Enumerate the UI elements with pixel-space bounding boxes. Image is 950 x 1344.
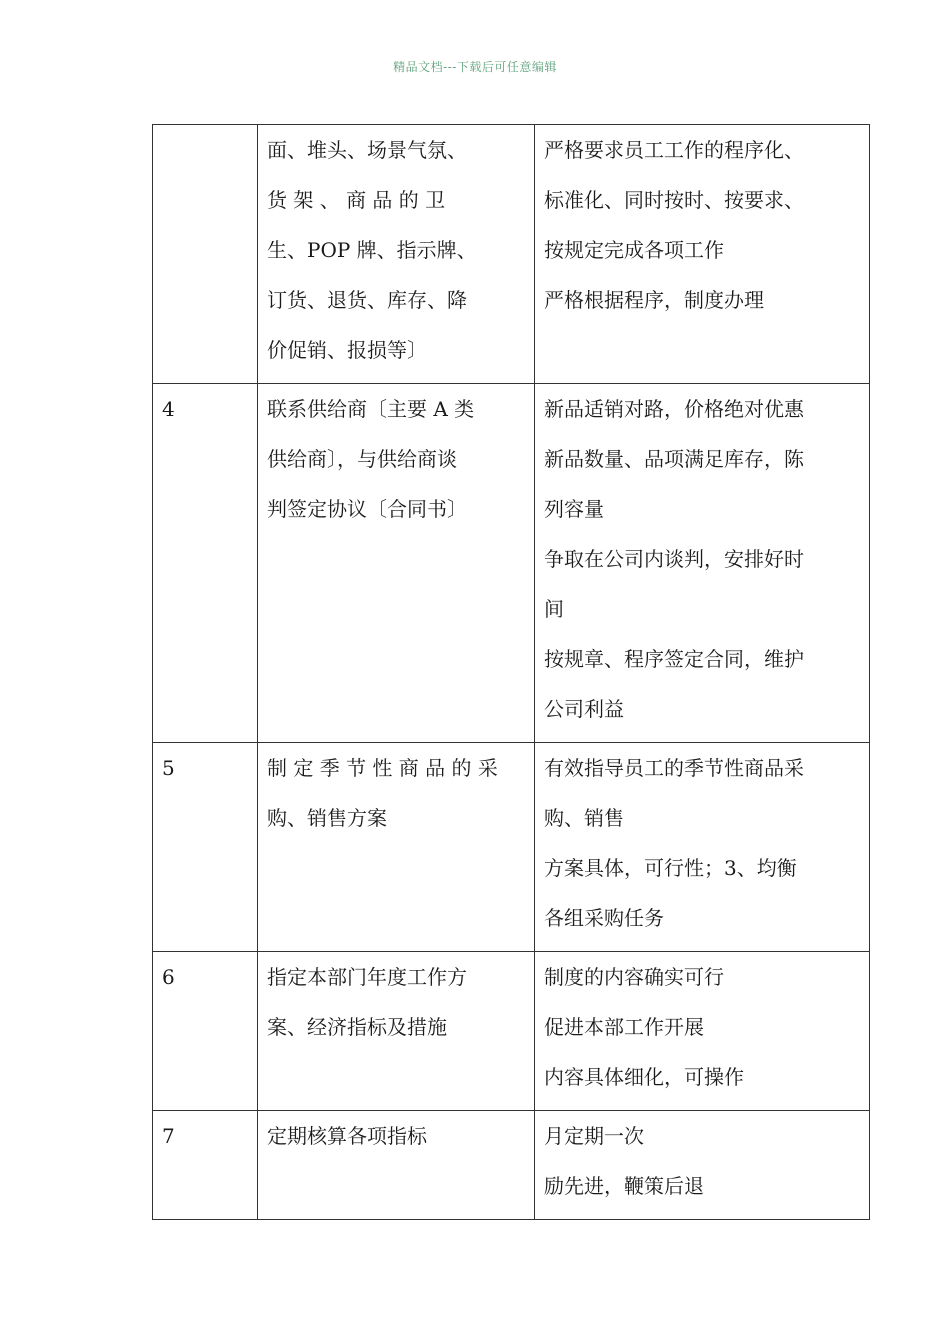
standard-cell (535, 125, 870, 384)
row-number-cell (153, 1111, 258, 1220)
standard-line: 促进本部工作开展 (544, 1015, 704, 1039)
row-number-cell (153, 125, 258, 384)
standard-cell (535, 384, 870, 743)
task-cell (258, 952, 535, 1111)
task-line: 制 定 季 节 性 商 品 的 采 (267, 756, 498, 780)
task-line: 价促销、报损等〕 (267, 338, 427, 362)
standard-line: 有效指导员工的季节性商品采 (544, 756, 804, 780)
standard-line: 争取在公司内谈判，安排好时 (544, 547, 804, 571)
standard-line: 间 (544, 597, 564, 621)
standard-line: 标准化、同时按时、按要求、 (544, 188, 804, 212)
task-cell (258, 384, 535, 743)
standard-cell (535, 952, 870, 1111)
responsibility-table (152, 124, 870, 1220)
standard-line: 购、销售 (544, 806, 624, 830)
standard-line: 按规定完成各项工作 (544, 238, 724, 262)
task-cell (258, 125, 535, 384)
task-line: 案、经济指标及措施 (267, 1015, 447, 1039)
standard-line: 内容具体细化，可操作 (544, 1065, 744, 1089)
table-row (153, 1111, 870, 1220)
standard-line: 严格根据程序，制度办理 (544, 288, 764, 312)
row-number: 4 (162, 397, 175, 421)
table-row (153, 384, 870, 743)
task-line: 面、堆头、场景气氛、 (267, 138, 467, 162)
table-row (153, 125, 870, 384)
standard-cell (535, 743, 870, 952)
task-cell (258, 743, 535, 952)
row-number-cell (153, 384, 258, 743)
row-number (162, 125, 248, 175)
row-number: 7 (162, 1124, 175, 1148)
task-line: 购、销售方案 (267, 806, 387, 830)
standard-line: 新品数量、品项满足库存，陈 (544, 447, 804, 471)
standard-line: 列容量 (544, 497, 604, 521)
standard-cell (535, 1111, 870, 1220)
standard-line: 严格要求员工工作的程序化、 (544, 138, 804, 162)
task-cell (258, 1111, 535, 1220)
standard-line: 按规章、程序签定合同，维护 (544, 647, 804, 671)
standard-line: 制度的内容确实可行 (544, 965, 724, 989)
row-number: 5 (162, 756, 175, 780)
standard-line: 新品适销对路，价格绝对优惠 (544, 397, 804, 421)
page-header-watermark: 精品文档---下载后可任意编辑 (393, 60, 557, 74)
standard-line: 方案具体，可行性；3、均衡 (544, 856, 797, 880)
task-line: 供给商〕，与供给商谈 (267, 447, 457, 471)
task-line: 生、POP 牌、指示牌、 (267, 238, 477, 262)
standard-line: 励先进，鞭策后退 (544, 1174, 704, 1198)
row-number-cell (153, 952, 258, 1111)
task-line: 订货、退货、库存、降 (267, 288, 467, 312)
standard-line: 各组采购任务 (544, 906, 664, 930)
task-line: 定期核算各项指标 (267, 1124, 427, 1148)
task-line: 联系供给商〔主要 A 类 (267, 397, 475, 421)
table-row (153, 952, 870, 1111)
row-number-cell (153, 743, 258, 952)
standard-line: 月定期一次 (544, 1124, 644, 1148)
table-row (153, 743, 870, 952)
task-line: 判签定协议〔合同书〕 (267, 497, 467, 521)
task-line: 货 架 、 商 品 的 卫 (267, 188, 446, 212)
task-line: 指定本部门年度工作方 (267, 965, 467, 989)
standard-line: 公司利益 (544, 697, 624, 721)
row-number: 6 (162, 965, 175, 989)
